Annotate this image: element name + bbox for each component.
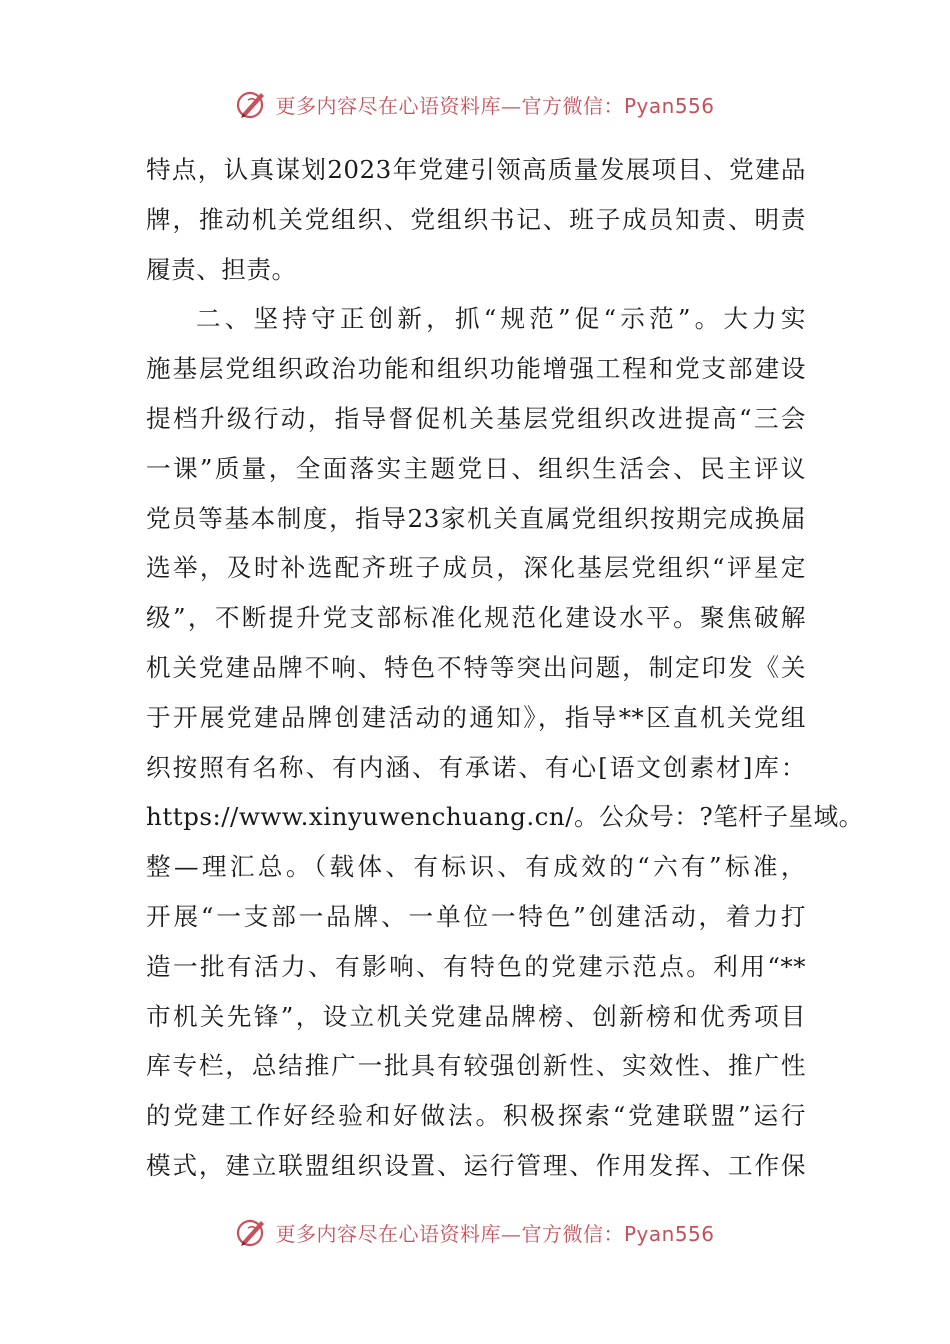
text-line: 模式，建立联盟组织设置、运行管理、作用发挥、工作保 (146, 1150, 806, 1180)
document-body (146, 145, 864, 1191)
watermark-text: 更多内容尽在心语资料库—官方微信：Pyan556 (275, 1221, 715, 1246)
text-line: 施基层党组织政治功能和组织功能增强工程和党支部建设 (146, 354, 806, 384)
watermark-handle: Pyan556 (623, 93, 715, 118)
text-line: 整—理汇总。（载体、有标识、有成效的“六有”标准， (146, 852, 806, 882)
text-line: 的党建工作好经验和好做法。积极探索“党建联盟”运行 (146, 1101, 806, 1131)
text-line: 提档升级行动，指导督促机关基层党组织改进提高“三会 (146, 403, 806, 433)
text-line: 一课”质量，全面落实主题党日、组织生活会、民主评议 (146, 453, 806, 483)
text-line: 选举，及时补选配齐班子成员，深化基层党组织“评星定 (146, 553, 806, 583)
text-line: 织按照有名称、有内涵、有承诺、有心[语文创素材]库： (146, 752, 806, 782)
text-line: 党员等基本制度，指导23家机关直属党组织按期完成换届 (146, 503, 806, 533)
text-line: 开展“一支部一品牌、一单位一特色”创建活动，着力打 (146, 901, 806, 931)
text-line: https://www.xinyuwenchuang.cn/。公众号：?笔杆子星域。 (146, 802, 864, 832)
text-line: 履责、担责。 (146, 254, 297, 284)
watermark-banner-top (0, 84, 950, 124)
watermark-banner-bottom (0, 1212, 950, 1252)
text-line: 级”，不断提升党支部标准化规范化建设水平。聚焦破解 (146, 603, 806, 633)
text-line: 牌，推动机关党组织、党组织书记、班子成员知责、明责 (146, 204, 806, 234)
text-line: 特点，认真谋划2023年党建引领高质量发展项目、党建品 (146, 155, 806, 184)
text-line: 造一批有活力、有影响、有特色的党建示范点。利用“** (146, 951, 806, 981)
watermark-handle: Pyan556 (623, 1221, 715, 1246)
text-line: 市机关先锋”，设立机关党建品牌榜、创新榜和优秀项目 (146, 1001, 806, 1031)
text-line: 机关党建品牌不响、特色不特等突出问题，制定印发《关 (146, 652, 806, 682)
pen-logo-icon (235, 1215, 269, 1249)
watermark-text: 更多内容尽在心语资料库—官方微信：Pyan556 (275, 93, 715, 118)
pen-logo-icon (235, 87, 269, 121)
text-line: 二、坚持守正创新，抓“规范”促“示范”。大力实 (196, 304, 806, 334)
text-line: 库专栏，总结推广一批具有较强创新性、实效性、推广性 (146, 1051, 806, 1081)
text-line: 于开展党建品牌创建活动的通知》，指导**区直机关党组 (146, 702, 806, 732)
